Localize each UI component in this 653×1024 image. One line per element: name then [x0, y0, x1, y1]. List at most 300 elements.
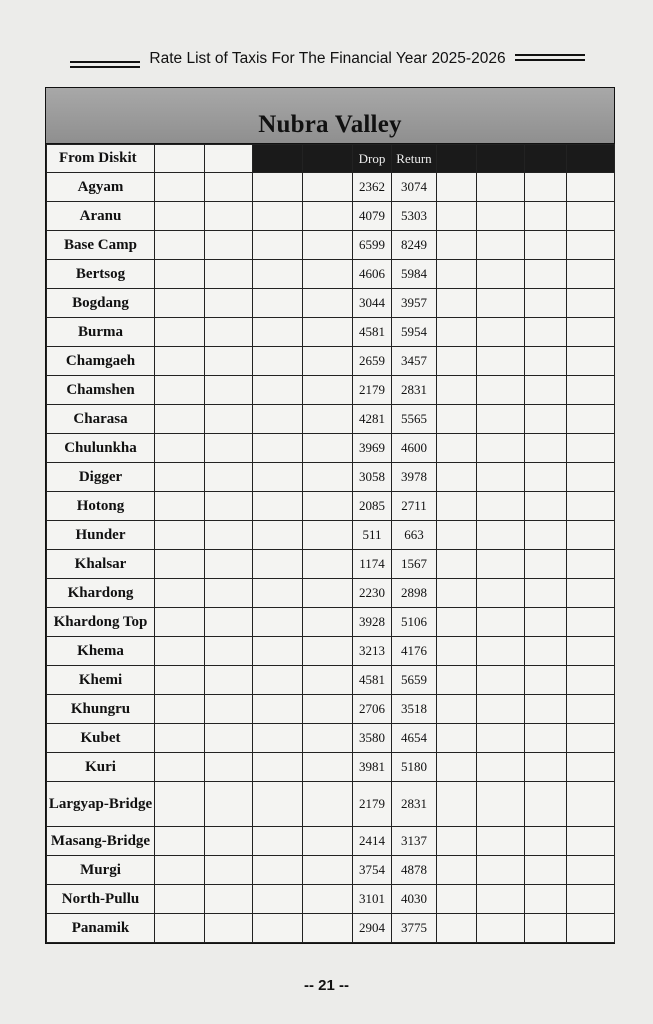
- empty-cell: [437, 637, 477, 666]
- return-fare: 5954: [392, 318, 437, 347]
- empty-cell: [205, 550, 253, 579]
- empty-cell: [155, 347, 205, 376]
- return-fare: 2831: [392, 782, 437, 827]
- table-row: [47, 318, 615, 347]
- empty-cell: [303, 550, 353, 579]
- table-row: [47, 914, 615, 943]
- empty-cell: [437, 318, 477, 347]
- empty-cell: [567, 260, 615, 289]
- drop-fare: 2706: [353, 695, 392, 724]
- empty-cell: [567, 914, 615, 943]
- empty-cell: [437, 753, 477, 782]
- empty-cell: [477, 914, 525, 943]
- empty-cell: [205, 376, 253, 405]
- page-header: [70, 48, 585, 76]
- column-header-blank: [205, 145, 253, 173]
- empty-cell: [303, 434, 353, 463]
- empty-cell: [303, 856, 353, 885]
- return-fare: 3074: [392, 173, 437, 202]
- drop-fare: 3969: [353, 434, 392, 463]
- drop-fare: 3928: [353, 608, 392, 637]
- column-header-blank: [437, 145, 477, 173]
- return-fare: 3457: [392, 347, 437, 376]
- empty-cell: [205, 463, 253, 492]
- place-name: Kubet: [47, 724, 155, 753]
- empty-cell: [303, 318, 353, 347]
- table-row: [47, 695, 615, 724]
- return-fare: 4878: [392, 856, 437, 885]
- empty-cell: [525, 434, 567, 463]
- empty-cell: [155, 173, 205, 202]
- place-name: Panamik: [47, 914, 155, 943]
- drop-fare: 4606: [353, 260, 392, 289]
- empty-cell: [437, 666, 477, 695]
- empty-cell: [567, 231, 615, 260]
- empty-cell: [253, 492, 303, 521]
- table-row: [47, 782, 615, 827]
- drop-fare: 3101: [353, 885, 392, 914]
- empty-cell: [525, 782, 567, 827]
- drop-fare: 2085: [353, 492, 392, 521]
- empty-cell: [205, 885, 253, 914]
- empty-cell: [303, 914, 353, 943]
- empty-cell: [155, 637, 205, 666]
- return-fare: 2831: [392, 376, 437, 405]
- empty-cell: [567, 579, 615, 608]
- empty-cell: [437, 856, 477, 885]
- empty-cell: [567, 666, 615, 695]
- empty-cell: [567, 827, 615, 856]
- return-fare: 4654: [392, 724, 437, 753]
- table-row: [47, 347, 615, 376]
- empty-cell: [155, 260, 205, 289]
- empty-cell: [253, 231, 303, 260]
- empty-cell: [303, 782, 353, 827]
- place-name: Khema: [47, 637, 155, 666]
- empty-cell: [437, 724, 477, 753]
- empty-cell: [253, 405, 303, 434]
- column-header-blank: [567, 145, 615, 173]
- empty-cell: [437, 608, 477, 637]
- empty-cell: [155, 856, 205, 885]
- empty-cell: [303, 695, 353, 724]
- empty-cell: [253, 579, 303, 608]
- return-fare: 663: [392, 521, 437, 550]
- empty-cell: [253, 318, 303, 347]
- empty-cell: [437, 695, 477, 724]
- place-name: Masang-Bridge: [47, 827, 155, 856]
- empty-cell: [205, 856, 253, 885]
- empty-cell: [303, 463, 353, 492]
- table-row: [47, 405, 615, 434]
- empty-cell: [477, 550, 525, 579]
- place-name: Khardong: [47, 579, 155, 608]
- place-name: Chamgaeh: [47, 347, 155, 376]
- table-row: [47, 376, 615, 405]
- empty-cell: [303, 405, 353, 434]
- empty-cell: [303, 885, 353, 914]
- table-row: [47, 637, 615, 666]
- empty-cell: [253, 856, 303, 885]
- empty-cell: [155, 231, 205, 260]
- empty-cell: [155, 724, 205, 753]
- empty-cell: [205, 231, 253, 260]
- return-fare: 5180: [392, 753, 437, 782]
- empty-cell: [437, 202, 477, 231]
- empty-cell: [567, 521, 615, 550]
- empty-cell: [155, 376, 205, 405]
- column-header-place: From Diskit: [47, 145, 155, 173]
- empty-cell: [477, 608, 525, 637]
- empty-cell: [477, 405, 525, 434]
- empty-cell: [477, 260, 525, 289]
- page-title: Rate List of Taxis For The Financial Year 2025-2026: [143, 50, 511, 67]
- empty-cell: [155, 492, 205, 521]
- rate-table: [46, 144, 615, 943]
- drop-fare: 2179: [353, 782, 392, 827]
- empty-cell: [477, 347, 525, 376]
- empty-cell: [567, 202, 615, 231]
- drop-fare: 2362: [353, 173, 392, 202]
- empty-cell: [567, 173, 615, 202]
- empty-cell: [567, 289, 615, 318]
- empty-cell: [303, 347, 353, 376]
- column-header-blank: [525, 145, 567, 173]
- empty-cell: [253, 608, 303, 637]
- section-banner: [46, 88, 614, 144]
- empty-cell: [567, 492, 615, 521]
- empty-cell: [477, 856, 525, 885]
- empty-cell: [567, 695, 615, 724]
- return-fare: 2898: [392, 579, 437, 608]
- return-fare: 3978: [392, 463, 437, 492]
- return-fare: 5565: [392, 405, 437, 434]
- table-row: [47, 666, 615, 695]
- empty-cell: [477, 202, 525, 231]
- table-row: [47, 521, 615, 550]
- empty-cell: [477, 521, 525, 550]
- empty-cell: [205, 827, 253, 856]
- empty-cell: [437, 827, 477, 856]
- empty-cell: [205, 492, 253, 521]
- empty-cell: [477, 463, 525, 492]
- empty-cell: [205, 434, 253, 463]
- empty-cell: [303, 173, 353, 202]
- empty-cell: [155, 521, 205, 550]
- empty-cell: [437, 260, 477, 289]
- empty-cell: [525, 724, 567, 753]
- table-row: [47, 885, 615, 914]
- table-row: [47, 173, 615, 202]
- column-header-blank: [303, 145, 353, 173]
- empty-cell: [525, 695, 567, 724]
- empty-cell: [525, 827, 567, 856]
- empty-cell: [477, 666, 525, 695]
- drop-fare: 3213: [353, 637, 392, 666]
- empty-cell: [477, 579, 525, 608]
- empty-cell: [205, 579, 253, 608]
- table-row: [47, 202, 615, 231]
- place-name: Bogdang: [47, 289, 155, 318]
- empty-cell: [525, 231, 567, 260]
- empty-cell: [437, 550, 477, 579]
- empty-cell: [253, 782, 303, 827]
- empty-cell: [525, 202, 567, 231]
- table-row: [47, 434, 615, 463]
- empty-cell: [477, 753, 525, 782]
- empty-cell: [437, 782, 477, 827]
- empty-cell: [303, 724, 353, 753]
- empty-cell: [155, 318, 205, 347]
- empty-cell: [525, 521, 567, 550]
- empty-cell: [155, 289, 205, 318]
- empty-cell: [205, 914, 253, 943]
- empty-cell: [303, 260, 353, 289]
- empty-cell: [205, 724, 253, 753]
- empty-cell: [303, 637, 353, 666]
- empty-cell: [525, 666, 567, 695]
- empty-cell: [155, 885, 205, 914]
- empty-cell: [253, 753, 303, 782]
- empty-cell: [525, 492, 567, 521]
- place-name: Khungru: [47, 695, 155, 724]
- empty-cell: [253, 637, 303, 666]
- empty-cell: [567, 434, 615, 463]
- empty-cell: [525, 318, 567, 347]
- empty-cell: [303, 231, 353, 260]
- empty-cell: [477, 637, 525, 666]
- empty-cell: [525, 579, 567, 608]
- empty-cell: [205, 405, 253, 434]
- empty-cell: [205, 782, 253, 827]
- empty-cell: [253, 666, 303, 695]
- place-name: Bertsog: [47, 260, 155, 289]
- table-row: [47, 492, 615, 521]
- return-fare: 4600: [392, 434, 437, 463]
- empty-cell: [253, 521, 303, 550]
- empty-cell: [437, 376, 477, 405]
- empty-cell: [567, 318, 615, 347]
- empty-cell: [567, 608, 615, 637]
- table-row: [47, 753, 615, 782]
- empty-cell: [253, 695, 303, 724]
- column-header-return: Return: [392, 145, 437, 173]
- place-name: Khardong Top: [47, 608, 155, 637]
- empty-cell: [567, 376, 615, 405]
- empty-cell: [205, 173, 253, 202]
- empty-cell: [205, 521, 253, 550]
- return-fare: 8249: [392, 231, 437, 260]
- page-number: -- 21 --: [304, 977, 349, 994]
- empty-cell: [155, 695, 205, 724]
- empty-cell: [253, 173, 303, 202]
- empty-cell: [477, 885, 525, 914]
- return-fare: 5106: [392, 608, 437, 637]
- column-header-drop: Drop: [353, 145, 392, 173]
- drop-fare: 3058: [353, 463, 392, 492]
- empty-cell: [205, 318, 253, 347]
- empty-cell: [303, 753, 353, 782]
- empty-cell: [253, 202, 303, 231]
- empty-cell: [567, 885, 615, 914]
- empty-cell: [525, 376, 567, 405]
- table-row: [47, 827, 615, 856]
- empty-cell: [477, 318, 525, 347]
- empty-cell: [567, 637, 615, 666]
- empty-cell: [477, 492, 525, 521]
- empty-cell: [205, 289, 253, 318]
- empty-cell: [567, 463, 615, 492]
- drop-fare: 4281: [353, 405, 392, 434]
- empty-cell: [205, 666, 253, 695]
- empty-cell: [205, 637, 253, 666]
- drop-fare: 3580: [353, 724, 392, 753]
- empty-cell: [253, 434, 303, 463]
- empty-cell: [205, 347, 253, 376]
- empty-cell: [205, 753, 253, 782]
- place-name: Chulunkha: [47, 434, 155, 463]
- empty-cell: [525, 856, 567, 885]
- empty-cell: [567, 782, 615, 827]
- table-row: [47, 260, 615, 289]
- table-row: [47, 724, 615, 753]
- return-fare: 4176: [392, 637, 437, 666]
- empty-cell: [477, 231, 525, 260]
- empty-cell: [303, 579, 353, 608]
- empty-cell: [477, 782, 525, 827]
- place-name: Aranu: [47, 202, 155, 231]
- rate-table-container: [45, 87, 615, 944]
- empty-cell: [155, 608, 205, 637]
- empty-cell: [155, 550, 205, 579]
- empty-cell: [303, 827, 353, 856]
- table-row: [47, 231, 615, 260]
- empty-cell: [303, 376, 353, 405]
- empty-cell: [525, 463, 567, 492]
- drop-fare: 511: [353, 521, 392, 550]
- return-fare: 1567: [392, 550, 437, 579]
- empty-cell: [477, 434, 525, 463]
- place-name: Hunder: [47, 521, 155, 550]
- column-header-blank: [253, 145, 303, 173]
- empty-cell: [477, 376, 525, 405]
- empty-cell: [477, 827, 525, 856]
- empty-cell: [437, 434, 477, 463]
- place-name: Largyap-Bridge: [47, 782, 155, 827]
- empty-cell: [155, 782, 205, 827]
- place-name: Charasa: [47, 405, 155, 434]
- table-row: [47, 579, 615, 608]
- empty-cell: [205, 695, 253, 724]
- empty-cell: [155, 666, 205, 695]
- empty-cell: [437, 885, 477, 914]
- place-name: Chamshen: [47, 376, 155, 405]
- table-row: [47, 463, 615, 492]
- empty-cell: [437, 492, 477, 521]
- empty-cell: [253, 347, 303, 376]
- return-fare: 3775: [392, 914, 437, 943]
- empty-cell: [155, 405, 205, 434]
- empty-cell: [437, 405, 477, 434]
- empty-cell: [525, 885, 567, 914]
- empty-cell: [525, 608, 567, 637]
- empty-cell: [155, 434, 205, 463]
- empty-cell: [477, 289, 525, 318]
- place-name: Hotong: [47, 492, 155, 521]
- empty-cell: [437, 173, 477, 202]
- empty-cell: [525, 347, 567, 376]
- empty-cell: [155, 202, 205, 231]
- place-name: Kuri: [47, 753, 155, 782]
- drop-fare: 2904: [353, 914, 392, 943]
- empty-cell: [437, 579, 477, 608]
- empty-cell: [437, 347, 477, 376]
- empty-cell: [303, 608, 353, 637]
- drop-fare: 2230: [353, 579, 392, 608]
- table-header-row: [47, 145, 615, 173]
- empty-cell: [205, 608, 253, 637]
- empty-cell: [253, 885, 303, 914]
- drop-fare: 2659: [353, 347, 392, 376]
- drop-fare: 4581: [353, 666, 392, 695]
- empty-cell: [477, 173, 525, 202]
- empty-cell: [253, 463, 303, 492]
- place-name: North-Pullu: [47, 885, 155, 914]
- empty-cell: [437, 521, 477, 550]
- empty-cell: [567, 405, 615, 434]
- empty-cell: [303, 492, 353, 521]
- return-fare: 3957: [392, 289, 437, 318]
- empty-cell: [205, 202, 253, 231]
- section-title: Nubra Valley: [258, 110, 402, 138]
- empty-cell: [525, 173, 567, 202]
- drop-fare: 1174: [353, 550, 392, 579]
- empty-cell: [253, 914, 303, 943]
- empty-cell: [525, 914, 567, 943]
- empty-cell: [253, 724, 303, 753]
- return-fare: 5303: [392, 202, 437, 231]
- drop-fare: 3754: [353, 856, 392, 885]
- drop-fare: 4581: [353, 318, 392, 347]
- empty-cell: [437, 289, 477, 318]
- return-fare: 3137: [392, 827, 437, 856]
- place-name: Murgi: [47, 856, 155, 885]
- place-name: Burma: [47, 318, 155, 347]
- empty-cell: [567, 856, 615, 885]
- place-name: Digger: [47, 463, 155, 492]
- column-header-blank: [155, 145, 205, 173]
- empty-cell: [253, 260, 303, 289]
- empty-cell: [303, 289, 353, 318]
- empty-cell: [303, 521, 353, 550]
- empty-cell: [253, 376, 303, 405]
- empty-cell: [155, 579, 205, 608]
- empty-cell: [525, 260, 567, 289]
- empty-cell: [567, 550, 615, 579]
- empty-cell: [253, 550, 303, 579]
- empty-cell: [303, 202, 353, 231]
- empty-cell: [477, 695, 525, 724]
- empty-cell: [253, 827, 303, 856]
- empty-cell: [155, 914, 205, 943]
- drop-fare: 6599: [353, 231, 392, 260]
- return-fare: 2711: [392, 492, 437, 521]
- empty-cell: [253, 289, 303, 318]
- return-fare: 3518: [392, 695, 437, 724]
- table-row: [47, 289, 615, 318]
- empty-cell: [525, 637, 567, 666]
- drop-fare: 2179: [353, 376, 392, 405]
